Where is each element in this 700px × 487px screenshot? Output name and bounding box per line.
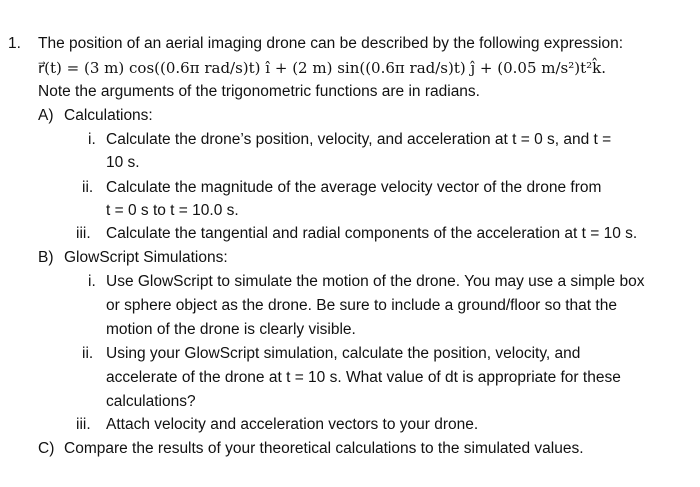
a-item-2-number: ii.	[82, 179, 94, 196]
a-item-3-line-1: Calculate the tangential and radial components of the acceleration at t = 10 s.	[106, 225, 638, 242]
b-item-2-line-3: calculations?	[106, 393, 196, 410]
a-item-1-line-1: Calculate the drone’s position, velocity, and acceleration at t = 0 s, and t =	[106, 131, 612, 148]
a-item-1-number: i.	[88, 131, 96, 148]
b-item-1-line-3: motion of the drone is clearly visible.	[106, 321, 356, 338]
b-item-1-number: i.	[88, 273, 96, 290]
a-item-1-line-2: 10 s.	[106, 154, 140, 171]
problem-number: 1.	[8, 35, 21, 52]
radians-note: Note the arguments of the trigonometric functions are in radians.	[38, 83, 480, 100]
problem-intro: The position of an aerial imaging drone can be described by the following expression:	[38, 35, 624, 52]
b-item-2-line-1: Using your GlowScript simulation, calculate the position, velocity, and	[106, 345, 581, 362]
b-item-1-line-2: or sphere object as the drone. Be sure to include a ground/floor so that the	[106, 297, 617, 314]
a-item-2-line-2: t = 0 s to t = 10.0 s.	[106, 202, 239, 219]
a-item-3-number: iii.	[76, 225, 91, 242]
a-item-2-line-1: Calculate the magnitude of the average velocity vector of the drone from	[106, 179, 602, 196]
b-item-3-line-1: Attach velocity and acceleration vectors to your drone.	[106, 416, 479, 433]
b-item-1-line-1: Use GlowScript to simulate the motion of the drone. You may use a simple box	[106, 273, 645, 290]
section-b-label: B)	[38, 249, 54, 266]
section-b-title: GlowScript Simulations:	[64, 249, 228, 266]
section-a-label: A)	[38, 107, 54, 124]
position-equation: r⃗(t) = (3 m) cos((0.6π rad/s)t) î + (2 m) sin((0.6π rad/s)t) ĵ + (0.05 m/s²)t²k̂.	[38, 59, 607, 77]
b-item-2-number: ii.	[82, 345, 94, 362]
section-a-title: Calculations:	[64, 107, 153, 124]
b-item-2-line-2: accelerate of the drone at t = 10 s. What value of dt is appropriate for these	[106, 369, 621, 386]
section-c-label: C)	[38, 440, 55, 457]
b-item-3-number: iii.	[76, 416, 91, 433]
section-c-title: Compare the results of your theoretical calculations to the simulated values.	[64, 440, 584, 457]
